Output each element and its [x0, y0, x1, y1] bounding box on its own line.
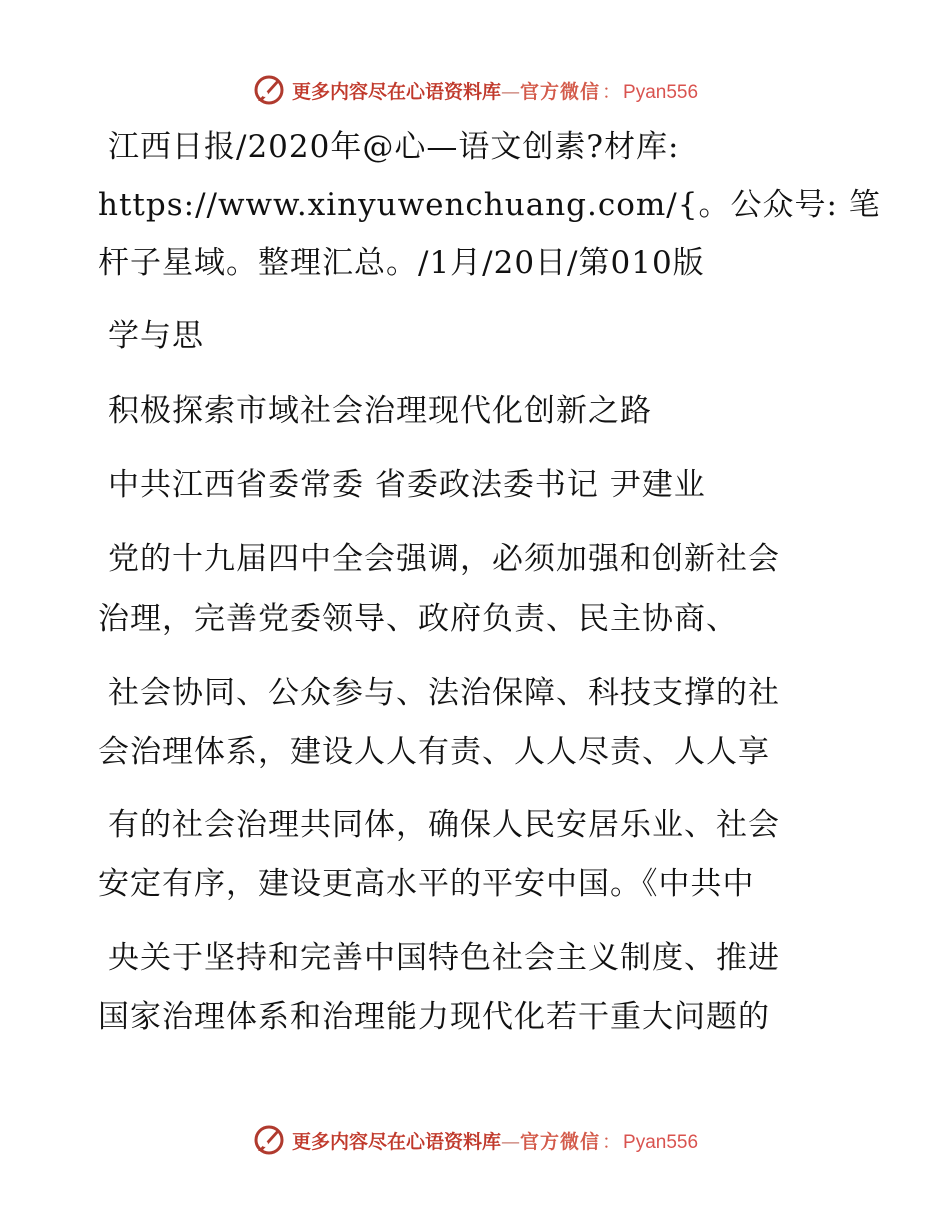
body-line: 治理，完善党委领导、政府负责、民主协商、: [98, 601, 738, 637]
body-line: 安定有序，建设更高水平的平安中国。《中共中: [98, 866, 755, 902]
banner-wechat-label: 官方微信: [519, 80, 600, 103]
source-line: 杆子星域。整理汇总。/1月/20日/第010版: [98, 245, 705, 281]
banner-wechat-label: 官方微信: [519, 1130, 600, 1153]
body-line: 央关于坚持和完善中国特色社会主义制度、推进: [108, 940, 780, 976]
quill-logo-icon: [252, 73, 286, 107]
body-line: 国家治理体系和治理能力现代化若干重大问题的: [98, 999, 770, 1035]
banner-separator: —: [500, 1130, 520, 1153]
body-line: 有的社会治理共同体，确保人民安居乐业、社会: [108, 807, 780, 843]
author-line: 中共江西省委常委 省委政法委书记 尹建业: [108, 467, 706, 503]
banner-text: [292, 1127, 698, 1154]
footer-banner: [0, 1120, 950, 1160]
column-name: 学与思: [108, 318, 204, 354]
article-title: 积极探索市域社会治理现代化创新之路: [108, 393, 652, 429]
body-line: 党的十九届四中全会强调，必须加强和创新社会: [108, 541, 780, 577]
banner-colon: ：: [602, 1130, 622, 1153]
source-line: https://www.xinyuwenchuang.com/{。公众号: 笔: [98, 187, 881, 223]
banner-main-text: 更多内容尽在心语资料库: [291, 1130, 501, 1153]
banner-wechat-id: Pyan556: [623, 1131, 699, 1153]
banner-separator: —: [500, 80, 520, 103]
body-line: 会治理体系，建设人人有责、人人尽责、人人享: [98, 734, 770, 770]
body-line: 社会协同、公众参与、法治保障、科技支撑的社: [108, 675, 780, 711]
banner-text: [292, 77, 698, 104]
banner-wechat-id: Pyan556: [623, 81, 699, 103]
quill-logo-icon: [252, 1123, 286, 1157]
source-line: 江西日报/2020年@心—语文创素?材库:: [108, 129, 680, 165]
banner-main-text: 更多内容尽在心语资料库: [291, 80, 501, 103]
header-banner: [0, 70, 950, 110]
banner-colon: ：: [602, 80, 622, 103]
